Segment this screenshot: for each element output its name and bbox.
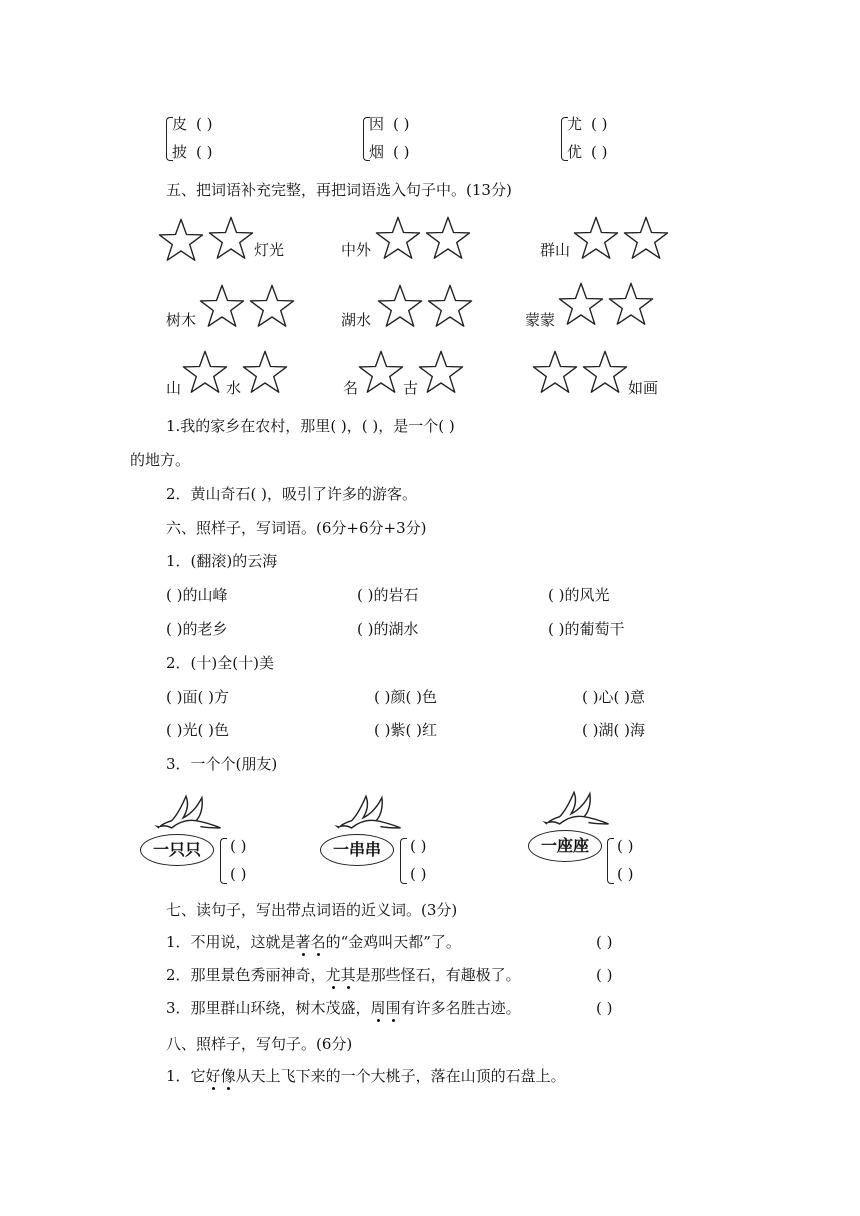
answer-blank[interactable]: ( ) xyxy=(196,143,213,161)
answer-blank[interactable]: ( ) xyxy=(596,966,613,984)
fill-phrase[interactable]: ( )的风光 xyxy=(548,586,610,604)
question-6-2: 2．(十)全(十)美 xyxy=(166,654,274,672)
star-blank[interactable] xyxy=(182,350,228,394)
star-blank[interactable] xyxy=(532,350,578,394)
sentence-text: 有许多名胜古迹。 xyxy=(400,999,521,1017)
phrase-label: 古 xyxy=(403,379,419,397)
measure-word-badge: 一座座 xyxy=(528,830,602,862)
sentence-text: 3．那里群山环绕，树木茂盛， xyxy=(166,999,371,1017)
pair-top-char: 因 xyxy=(369,115,385,133)
measure-word-badge: 一串串 xyxy=(320,834,394,866)
phrase-label: 名 xyxy=(343,379,359,397)
question-5-1: 1.我的家乡在农村，那里( )，( )，是一个( ) xyxy=(166,417,455,435)
fill-idiom[interactable]: ( )紫( )红 xyxy=(374,721,437,739)
answer-blank[interactable]: ( ) xyxy=(393,143,410,161)
answer-blank[interactable]: ( ) xyxy=(410,865,427,883)
fill-idiom[interactable]: ( )光( )色 xyxy=(166,721,229,739)
phrase-label: 水 xyxy=(226,379,242,397)
star-blank[interactable] xyxy=(418,350,464,394)
fill-idiom[interactable]: ( )颜( )色 xyxy=(374,688,437,706)
measure-word-badge: 一只只 xyxy=(140,834,214,866)
dotted-char: 尤 xyxy=(325,966,341,984)
pair-bottom-char: 披 xyxy=(172,143,188,161)
phrase-label: 蒙蒙 xyxy=(525,311,556,329)
section-7-title: 七、读句子，写出带点词语的近义词。(3分) xyxy=(166,901,458,919)
sentence-text: 1．不用说，这就是 xyxy=(166,933,296,951)
question-6-1: 1．(翻滚)的云海 xyxy=(166,552,278,570)
question-5-2: 2．黄山奇石( )，吸引了许多的游客。 xyxy=(166,485,418,503)
fill-phrase[interactable]: ( )的湖水 xyxy=(357,620,419,638)
answer-blank[interactable]: ( ) xyxy=(196,115,213,133)
star-blank[interactable] xyxy=(558,282,604,326)
pair-bottom-char: 烟 xyxy=(369,143,385,161)
brace xyxy=(400,838,407,884)
section-8-title: 八、照样子，写句子。(6分) xyxy=(166,1035,353,1053)
sentence-7-3 xyxy=(166,998,521,1018)
star-blank[interactable] xyxy=(375,216,421,260)
section-6-title: 六、照样子，写词语。(6分+6分+3分) xyxy=(166,519,427,537)
answer-blank[interactable]: ( ) xyxy=(230,865,247,883)
dotted-char: 其 xyxy=(340,966,356,984)
fill-idiom[interactable]: ( )心( )意 xyxy=(582,688,645,706)
fill-phrase[interactable]: ( )的葡萄干 xyxy=(548,620,625,638)
star-blank[interactable] xyxy=(208,216,254,260)
star-blank[interactable] xyxy=(242,350,288,394)
phrase-label: 山 xyxy=(166,379,182,397)
star-blank[interactable] xyxy=(608,282,654,326)
pair-top-char: 皮 xyxy=(172,115,188,133)
pair-bottom-char: 优 xyxy=(567,143,583,161)
dotted-char: 名 xyxy=(310,933,326,951)
fill-idiom[interactable]: ( )湖( )海 xyxy=(582,721,645,739)
fill-phrase[interactable]: ( )的岩石 xyxy=(357,586,419,604)
dotted-char: 著 xyxy=(295,933,311,951)
brace xyxy=(607,838,614,884)
answer-blank[interactable]: ( ) xyxy=(596,933,613,951)
answer-blank[interactable]: ( ) xyxy=(617,837,634,855)
phrase-label: 树木 xyxy=(166,311,197,329)
dotted-char: 像 xyxy=(220,1067,236,1085)
pair-top-char: 尤 xyxy=(567,115,583,133)
phrase-label: 如画 xyxy=(628,379,659,397)
sentence-7-1 xyxy=(166,932,461,952)
sentence-text: 1．它 xyxy=(166,1067,206,1085)
brace xyxy=(220,838,227,884)
sentence-7-2 xyxy=(166,965,521,985)
star-blank[interactable] xyxy=(358,350,404,394)
sentence-8-1 xyxy=(166,1066,566,1086)
phrase-label: 群山 xyxy=(540,241,571,259)
star-blank[interactable] xyxy=(427,284,473,328)
phrase-label: 灯光 xyxy=(254,241,285,259)
sentence-text: 2．那里景色秀丽神奇， xyxy=(166,966,326,984)
sentence-text: 是那些怪石，有趣极了。 xyxy=(355,966,521,984)
star-blank[interactable] xyxy=(199,284,245,328)
answer-blank[interactable]: ( ) xyxy=(596,999,613,1017)
fill-phrase[interactable]: ( )的老乡 xyxy=(166,620,228,638)
answer-blank[interactable]: ( ) xyxy=(230,837,247,855)
answer-blank[interactable]: ( ) xyxy=(591,115,608,133)
star-blank[interactable] xyxy=(582,350,628,394)
star-blank[interactable] xyxy=(573,216,619,260)
answer-blank[interactable]: ( ) xyxy=(393,115,410,133)
star-blank[interactable] xyxy=(425,216,471,260)
dotted-char: 围 xyxy=(385,999,401,1017)
question-5-1-cont: 的地方。 xyxy=(130,451,191,469)
answer-blank[interactable]: ( ) xyxy=(617,865,634,883)
question-6-3: 3．一个个(朋友) xyxy=(166,755,278,773)
star-blank[interactable] xyxy=(623,216,669,260)
phrase-label: 中外 xyxy=(341,241,372,259)
answer-blank[interactable]: ( ) xyxy=(591,143,608,161)
fill-idiom[interactable]: ( )面( )方 xyxy=(166,688,229,706)
star-blank[interactable] xyxy=(158,218,204,262)
sentence-text: 从天上飞下来的一个大桃子，落在山顶的石盘上。 xyxy=(235,1067,566,1085)
section-5-title: 五、把词语补充完整，再把词语选入句子中。(13分) xyxy=(166,181,512,199)
star-blank[interactable] xyxy=(249,284,295,328)
answer-blank[interactable]: ( ) xyxy=(410,837,427,855)
phrase-label: 湖水 xyxy=(341,311,372,329)
dotted-char: 好 xyxy=(205,1067,221,1085)
dotted-char: 周 xyxy=(370,999,386,1017)
sentence-text: 的“金鸡叫天都”了。 xyxy=(325,933,461,951)
star-blank[interactable] xyxy=(377,284,423,328)
fill-phrase[interactable]: ( )的山峰 xyxy=(166,586,228,604)
